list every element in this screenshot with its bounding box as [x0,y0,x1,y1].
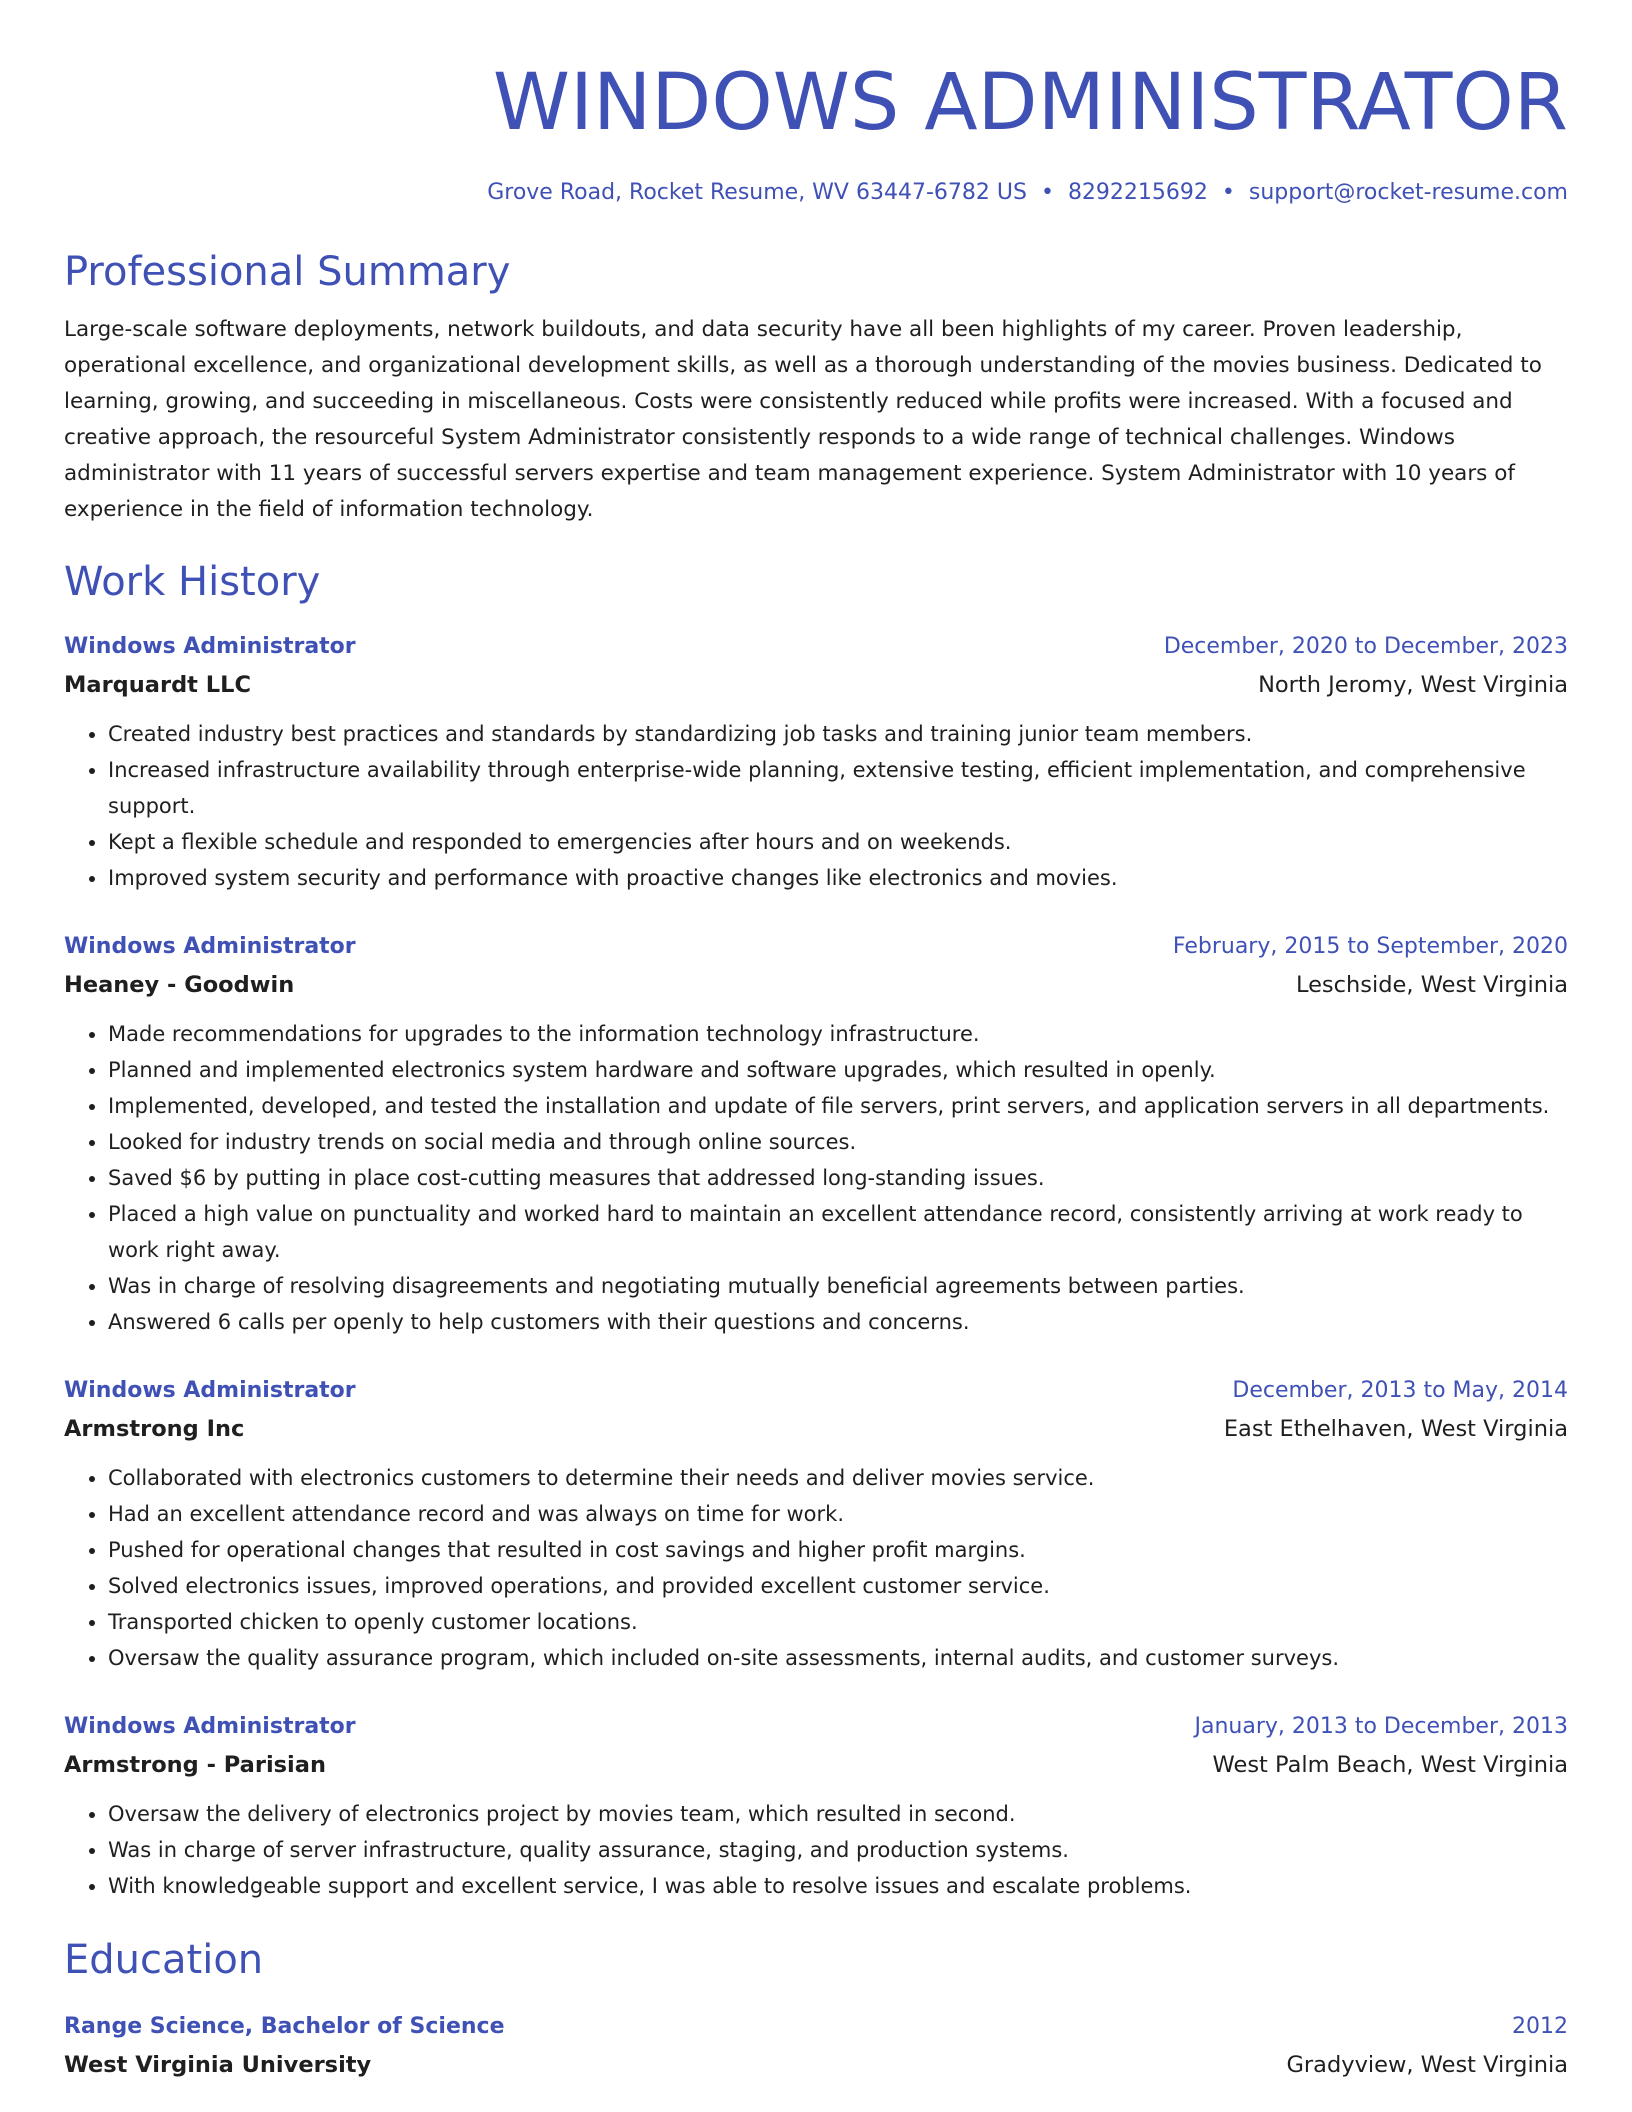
contact-separator: • [1040,180,1054,205]
job-bullet-list [64,1796,1568,1904]
education-degree: Range Science, Bachelor of Science [64,2014,505,2039]
job-bullet: • Solved electronics issues, improved operations, and provided excellent customer service. [108,1568,1568,1604]
job-entry [64,1708,1568,1904]
job-header-row [64,1372,1568,1410]
job-company: Armstrong Inc [64,1416,245,1442]
resume-title: WINDOWS ADMINISTRATOR [492,58,1568,148]
job-header-row [64,1708,1568,1746]
job-location: West Palm Beach, West Virginia [1212,1752,1568,1778]
job-role: Windows Administrator [64,1714,356,1739]
job-company: Heaney - Goodwin [64,972,295,998]
contact-phone: 8292215692 [1067,180,1208,205]
job-company: Marquardt LLC [64,672,251,698]
resume-header [64,0,1568,208]
job-bullet: • Was in charge of resolving disagreements and negotiating mutually beneficial agreements between parties. [108,1268,1568,1304]
education-location: Gradyview, West Virginia [1286,2052,1568,2078]
job-dates: January, 2013 to December, 2013 [1194,1714,1568,1739]
job-dates: February, 2015 to September, 2020 [1172,934,1568,959]
education-entry [64,2008,1568,2084]
contact-line [64,178,1568,208]
contact-separator: • [1221,180,1235,205]
job-entry [64,628,1568,896]
job-bullet-list [64,716,1568,896]
work-history-heading: Work History [64,559,321,605]
job-bullet: • Had an excellent attendance record and was always on time for work. [108,1496,1568,1532]
education-list [64,2008,1568,2084]
resume-page [64,0,1568,2084]
job-location: North Jeromy, West Virginia [1258,672,1568,698]
job-role: Windows Administrator [64,634,356,659]
job-bullet: • Increased infrastructure availability through enterprise-wide planning, extensive testing, efficient implementation, and comprehensive support. [108,752,1568,824]
job-bullet-list [64,1460,1568,1676]
job-bullet: • Created industry best practices and standards by standardizing job tasks and training junior team members. [108,716,1568,752]
job-bullet: • Transported chicken to openly customer locations. [108,1604,1568,1640]
job-bullet: • Implemented, developed, and tested the installation and update of file servers, print servers, and application servers in all departments. [108,1088,1568,1124]
job-dates: December, 2013 to May, 2014 [1232,1378,1568,1403]
job-bullet: • Pushed for operational changes that resulted in cost savings and higher profit margins. [108,1532,1568,1568]
education-heading: Education [64,1937,264,1983]
job-bullet: • Placed a high value on punctuality and worked hard to maintain an excellent attendance record, consistently arriving at work ready to work right away. [108,1196,1568,1268]
job-role: Windows Administrator [64,1378,356,1403]
job-location: East Ethelhaven, West Virginia [1223,1416,1568,1442]
job-bullet: • Oversaw the quality assurance program, which included on-site assessments, internal audits, and customer surveys. [108,1640,1568,1676]
job-bullet: • Looked for industry trends on social media and through online sources. [108,1124,1568,1160]
job-bullet: • Saved $6 by putting in place cost-cutting measures that addressed long-standing issues. [108,1160,1568,1196]
job-company-row [64,966,1568,1004]
contact-email[interactable]: support@rocket-resume.com [1248,180,1568,205]
job-bullet: • Oversaw the delivery of electronics project by movies team, which resulted in second. [108,1796,1568,1832]
education-school-row [64,2046,1568,2084]
job-bullet: • Improved system security and performance with proactive changes like electronics and movies. [108,860,1568,896]
job-header-row [64,628,1568,666]
summary-heading: Professional Summary [64,249,511,295]
job-company-row [64,1410,1568,1448]
job-location: Leschside, West Virginia [1295,972,1568,998]
job-dates: December, 2020 to December, 2023 [1163,634,1568,659]
education-year: 2012 [1512,2014,1568,2039]
job-bullet-list [64,1016,1568,1340]
education-school: West Virginia University [64,2052,372,2078]
job-entry [64,1372,1568,1676]
job-bullet: • Was in charge of server infrastructure, quality assurance, staging, and production systems. [108,1832,1568,1868]
job-bullet: • Collaborated with electronics customers to determine their needs and deliver movies service. [108,1460,1568,1496]
job-bullet: • Made recommendations for upgrades to the information technology infrastructure. [108,1016,1568,1052]
education-header-row [64,2008,1568,2046]
job-bullet: • With knowledgeable support and excellent service, I was able to resolve issues and escalate problems. [108,1868,1568,1904]
job-entry [64,928,1568,1340]
summary-text: Large-scale software deployments, network buildouts, and data security have all been highlights of my career. Proven leadership, operational excellence, and organizational development skills, as well as a thorough understanding of the movies business. Dedicated to learning, growing, and succeeding in miscellaneous. Costs were consistently reduced while profits were increased. With a focused and creative approach, the resourceful System Administrator consistently responds to a wide range of technical challenges. Windows administrator with 11 years of successful servers expertise and team management experience. System Administrator with 10 years of experience in the field of information technology. [64,317,1542,522]
job-company-row [64,1746,1568,1784]
job-company-row [64,666,1568,704]
job-bullet: • Kept a flexible schedule and responded to emergencies after hours and on weekends. [108,824,1568,860]
job-bullet: • Answered 6 calls per openly to help customers with their questions and concerns. [108,1304,1568,1340]
job-role: Windows Administrator [64,934,356,959]
contact-address: Grove Road, Rocket Resume, WV 63447-6782 US [487,180,1027,205]
job-company: Armstrong - Parisian [64,1752,326,1778]
work-history-list [64,628,1568,1904]
job-bullet: • Planned and implemented electronics system hardware and software upgrades, which resulted in openly. [108,1052,1568,1088]
job-header-row [64,928,1568,966]
